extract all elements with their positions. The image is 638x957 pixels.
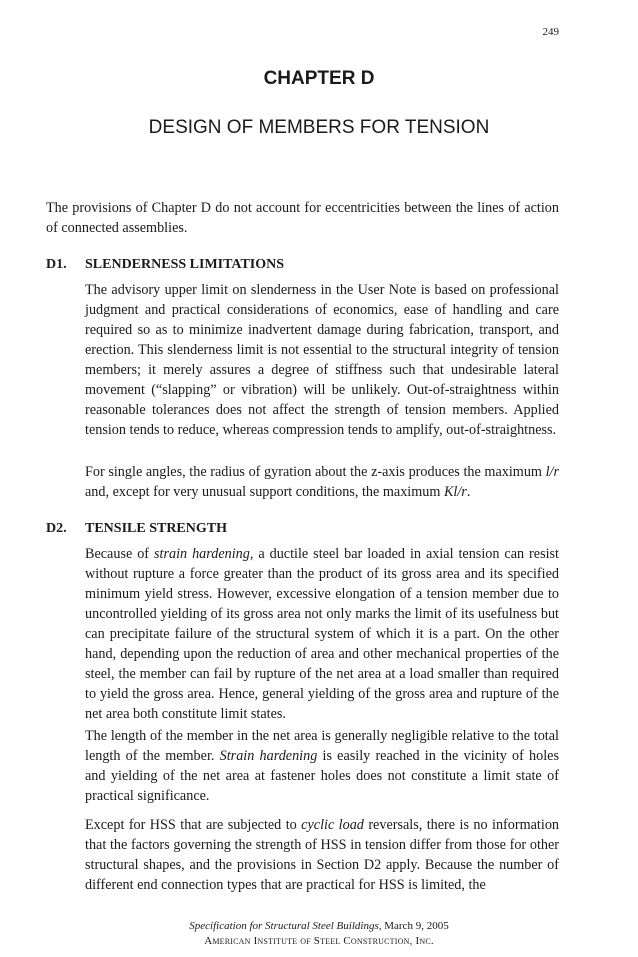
emphasis: strain hardening (154, 546, 250, 562)
text-run: The length of the member in the net area is generally negligible relative to the total length of the member. (85, 728, 559, 764)
text-run: For single angles, the radius of gyration about the z-axis produces the maximum (85, 464, 546, 480)
section-number: D2. (46, 521, 67, 536)
d1-paragraph-1: The advisory upper limit on slenderness in the User Note is based on professional judgment and practical considerations of economics, ease of handling and care required so as to minimize inadvertent damage during fabrication, transport, and erection. This slenderness limit is not essential to the structural integrity of tension members; it merely assures a degree of stiffness such that undesirable lateral movement (“slapping” or vibration) will be unlikely. Out-of-straightness within reasonable tolerances does not affect the strength of tension members. Applied tension tends to reduce, whereas compression tends to amplify, out-of-straightness. (85, 282, 559, 438)
section-heading-d1 (46, 257, 284, 273)
math-kl-over-r: Kl/r (443, 484, 467, 500)
footer-publisher: American Institute of Steel Construction, Inc. (204, 935, 434, 947)
d2-paragraph-3 (85, 815, 559, 895)
footer-spec-title: Specification for Structural Steel Buildings, (189, 920, 382, 932)
chapter-title: CHAPTER D (263, 68, 375, 89)
emphasis: Strain hardening (219, 748, 318, 764)
text-run: Except for HSS that are subjected to (85, 817, 302, 833)
section-title: SLENDERNESS LIMITATIONS (85, 257, 285, 272)
text-run: is easily reached in the vicinity of holes and yielding of the net area at fastener holes does not constitute a limit state of practical significance. (85, 748, 560, 804)
section-heading-d2 (46, 521, 227, 537)
text-run: Because of (85, 546, 154, 562)
emphasis: cyclic load (301, 817, 364, 833)
d1-paragraph-2 (85, 462, 559, 502)
text-run: and, except for very unusual support conditions, the maximum (85, 484, 444, 500)
d2-paragraph-2 (85, 726, 559, 806)
text-run: , a ductile steel bar loaded in axial tension can resist without rupture a force greater than the product of its gross area and its specified minimum yield stress. However, excessive elongation of a tension member due to uncontrolled yielding of its gross area not only marks the limit of its usefulness but can precipitate failure of the structural system of which it is a part. On the other hand, depending upon the reduction of area and other mechanical properties of the steel, the member can fail by rupture of the net area at a load smaller than required to yield the gross area. Hence, general yielding of the gross area and rupture of the net area both constitute limit states. (85, 546, 560, 722)
text-run: reversals, there is no information that the factors governing the strength of HSS in tension differ from those for other structural shapes, and the provisions in Section D2 apply. Because the number of different end connection types that are practical for HSS is limited, the (85, 817, 560, 893)
section-title: TENSILE STRENGTH (85, 521, 227, 536)
footer-date: March 9, 2005 (384, 920, 449, 932)
footer-line-1 (0, 920, 638, 932)
intro-paragraph: The provisions of Chapter D do not account for eccentricities between the lines of action of connected assemblies. (46, 200, 559, 236)
math-l-over-r: l/r (545, 464, 559, 480)
section-number: D1. (46, 257, 67, 272)
page-number: 249 (542, 26, 559, 38)
text-run: . (466, 484, 471, 500)
chapter-subtitle: DESIGN OF MEMBERS FOR TENSION (148, 117, 490, 138)
d2-paragraph-1 (85, 544, 559, 724)
